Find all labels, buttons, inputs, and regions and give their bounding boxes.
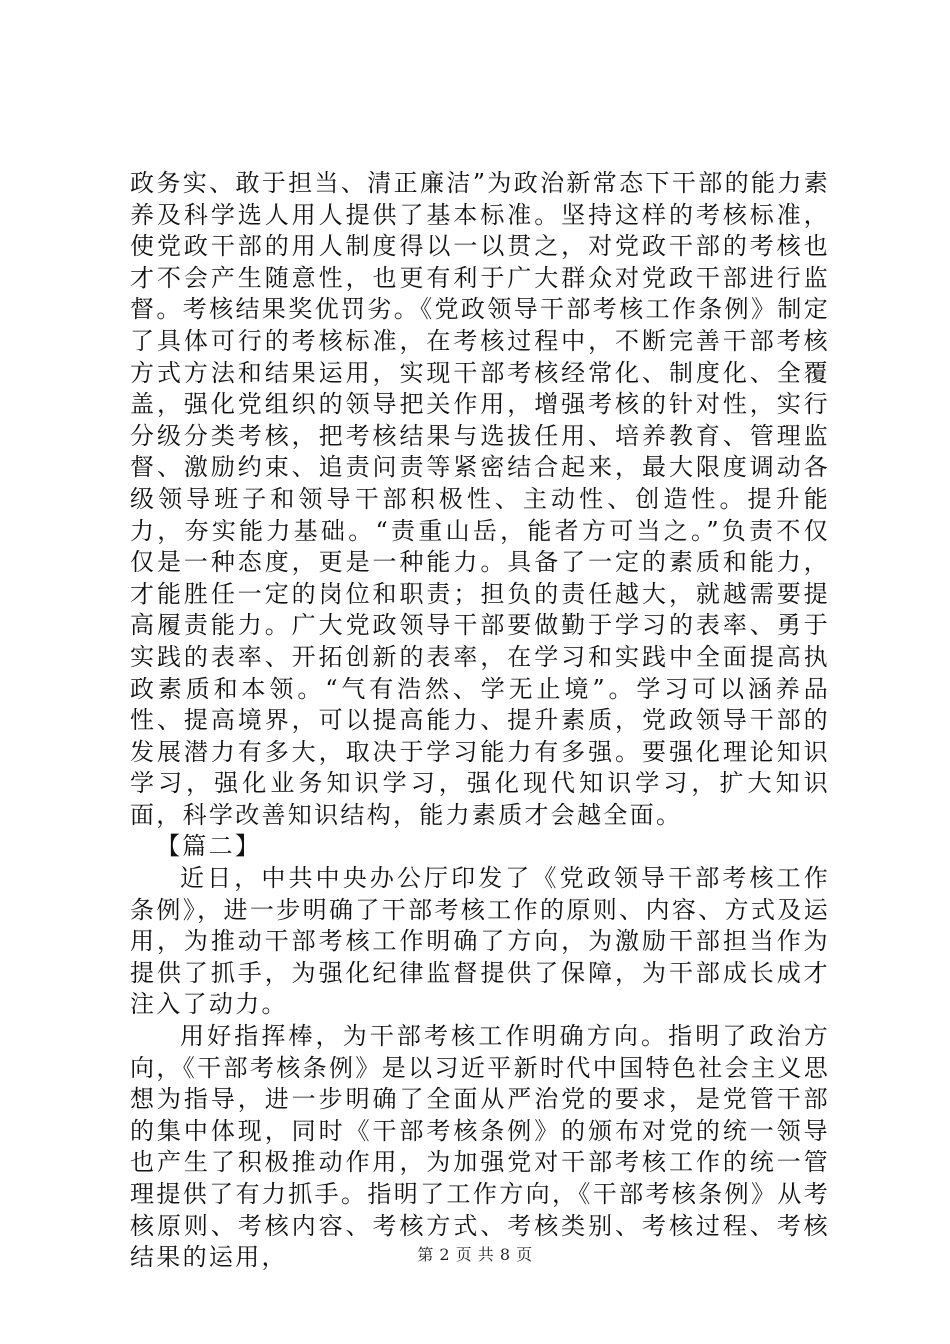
section-heading: 【篇二】 [156, 832, 262, 861]
document-body [130, 168, 830, 1274]
body-paragraph: 用好指挥棒，为干部考核工作明确方向。指明了政治方向，《干部考核条例》是以习近平新时代中国特色社会主义思想为指导，进一步明确了全面从严治党的要求，是党管干部的集中体现，同时《干部考核条例》的颁布对党的统一领导也产生了积极推动作用，为加强党对干部考核工作的统一管理提供了有力抓手。指明了工作方向，《干部考核条例》从考核原则、考核内容、考核方式、考核类别、考核过程、考核结果的运用， [130, 1022, 830, 1272]
page-number-footer: 第 2 页 共 8 页 [417, 1245, 533, 1264]
body-paragraph: 政务实、敢于担当、清正廉洁”为政治新常态下干部的能力素养及科学选人用人提供了基本标准。坚持这样的考核标准，使党政干部的用人制度得以一以贯之，对党政干部的考核也才不会产生随意性，也更有利于广大群众对党政干部进行监督。考核结果奖优罚劣。《党政领导干部考核工作条例》制定了具体可行的考核标准，在考核过程中，不断完善干部考核方式方法和结果运用，实现干部考核经常化、制度化、全覆盖，强化党组织的领导把关作用，增强考核的针对性，实行分级分类考核，把考核结果与选拔任用、培养教育、管理监督、激励约束、追责问责等紧密结合起来，最大限度调动各级领导班子和领导干部积极性、主动性、创造性。提升能力，夯实能力基础。“责重山岳，能者方可当之。”负责不仅仅是一种态度，更是一种能力。具备了一定的素质和能力，才能胜任一定的岗位和职责；担负的责任越大，就越需要提高履责能力。广大党政领导干部要做勤于学习的表率、勇于实践的表率、开拓创新的表率，在学习和实践中全面提高执政素质和本领。“气有浩然、学无止境”。学习可以涵养品性、提高境界，可以提高能力、提升素质，党政领导干部的发展潜力有多大，取决于学习能力有多强。要强化理论知识学习，强化业务知识学习，强化现代知识学习，扩大知识面，科学改善知识结构，能力素质才会越全面。 [130, 169, 830, 829]
body-paragraph: 近日，中共中央办公厅印发了《党政领导干部考核工作条例》，进一步明确了干部考核工作的原则、内容、方式及运用，为推动干部考核工作明确了方向，为激励干部担当作为提供了抓手，为强化纪律监督提供了保障，为干部成长成才注入了动力。 [130, 864, 830, 1019]
